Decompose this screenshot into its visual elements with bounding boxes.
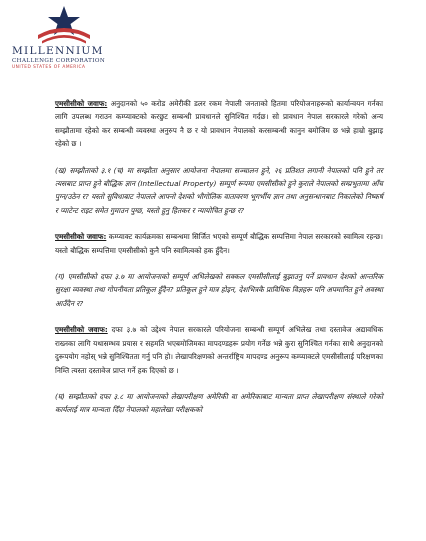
answer-label: एमसीसीको जवाफ: — [55, 99, 108, 108]
logo-title: MILLENNIUM — [12, 45, 104, 57]
logo-subtitle: CHALLENGE CORPORATION — [12, 58, 106, 64]
question-paragraph-ga: (ग) एमसीसीको दफा ३.७ मा आयोजनाको सम्पूर्ण अभिलेखको सक्कल एमसीसीलाई बुझाउनु पर्ने प्रावधान देशको आन्तरिक सुरक्षा व्यवस्था तथा गोपनीयता प्रतिकूल हुँदैन? प्रतिकूल हुने मात्र होइन, देशभित्रकै प्राविधिक विज्ञहरू पनि अपमानित हुने अवस्था आउँदैन र? — [55, 272, 383, 308]
mcc-logo — [12, 4, 124, 70]
document-body — [55, 97, 383, 430]
star-flag-icon — [34, 4, 94, 44]
answer-label: एमसीसीको जवाफ: — [55, 325, 108, 335]
answer-text: दफा ३.७ को उद्देश्य नेपाल सरकारले परियोजना सम्बन्धी सम्पूर्ण अभिलेख तथा दस्तावेज अद्यावधिक राख्नका लागि यथासम्भव प्रयास र सहमति भएबमोजिमका मापदण्डहरू प्रयोग गर्नेछ भन्ने कुरा सुनिश्चित गर्नका साथै अनुदानको दुरूपयोग नहोस् भन्ने सुनिश्चितता गर्नु पनि हो। लेखापरिक्षणको अन्तर्राष्ट्रिय मापदण्ड अनुरूप कम्प्याक्टले एमसीसीलाई परिक्षणका निम्ति त्यस्ता दस्तावेज प्राप्त गर्ने हक दिएको छ । — [55, 325, 383, 375]
logo-tagline: UNITED STATES OF AMERICA — [12, 65, 86, 70]
question-paragraph-kha: (ख) सम्झौताको ३.१ (च) मा सम्झौता अनुसार आयोजना नेपालमा सञ्चालन हुने, २६ प्रतिशत लगानी नेपालको पनि हुने तर त्यसबाट प्राप्त हुने बौद्धिक ज्ञान (Intellectual Property) सम्पूर्ण रूपमा एमसीसीको हुने कुराले नेपालको सम्प्रभुतामा आँच पुग्न/उठेन र? यस्तो सुविधाबाट नेपालले आफ्नो देशको भौगोलिक वातावरण भूगर्भीय ज्ञान तथा अनुसन्धानबाट निकालेको निष्कर्ष र प्याटेन्ट राइट समेत गुमाउन पुग्छ, यस्तो हुनु हितकर र न्यायोचित हुन्छ र? — [55, 165, 383, 215]
answer-text: कम्प्याक्ट कार्यक्रमका सम्बन्धमा सिर्जित भएको सम्पूर्ण बौद्धिक सम्पत्तिमा नेपाल सरकारको स्वामित्व रहन्छ। यस्तो बौद्धिक सम्पत्तिमा एमसीसीको कुनै पनि स्वामित्वको हक हुँदैन। — [55, 232, 383, 255]
answer-text: अनुदानको ५० करोड अमेरीकी डलर रकम नेपाली जनताको हितमा परियोजनाहरूको कार्यान्वयन गर्नका लागि उपलब्ध गराउन कम्प्याक्टको करछुट सम्बन्धी प्रावधानले सुनिश्चित गर्दछ। सो प्रावधान नेपाल सरकारले गरेको अन्य सम्झौतामा रहेको कर सम्बन्धी व्यवस्था अनुरुप नै छ र यो प्रावधान नेपालको करसम्बन्धी कानुन बमोजिम छ भन्ने हाम्रो बुझाइ रहेको छ । — [55, 99, 383, 149]
answer-paragraph-1 — [55, 97, 383, 151]
question-paragraph-gha: (घ) सम्झौताको दफा ३.८ मा आयोजनाको लेखापरीक्षण अमेरिकी वा अमेरिकाबाट मान्यता प्राप्त लेखापरीक्षण संस्थाले गरेको कार्यलाई मात्र मान्यता दिँदा नेपालको महालेखा परीक्षकको — [55, 391, 383, 415]
answer-label: एमसीसीको जवाफ: — [55, 232, 107, 242]
answer-paragraph-2 — [55, 230, 383, 257]
answer-paragraph-3 — [55, 323, 383, 377]
